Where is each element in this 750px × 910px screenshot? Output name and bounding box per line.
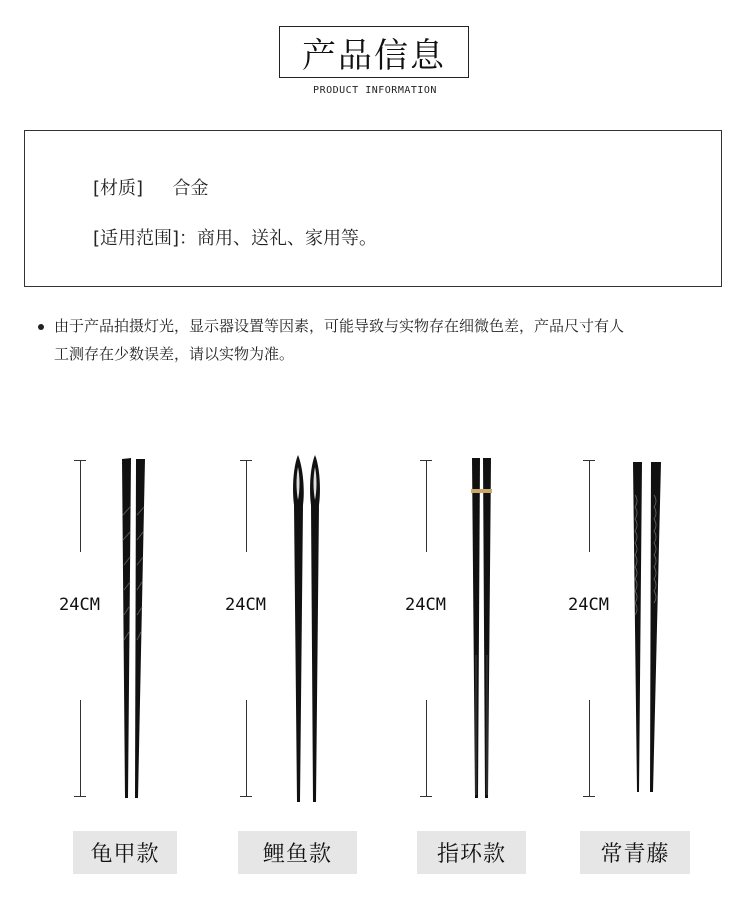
disclaimer-note <box>38 312 718 368</box>
product-name-ivy: 常青藤 <box>580 831 690 874</box>
usage-label: [适用范围]： <box>93 228 198 249</box>
length-ruler <box>420 455 432 797</box>
length-label: 24CM <box>225 595 266 615</box>
product-turtle <box>59 455 244 805</box>
usage-row <box>93 224 377 250</box>
product-name-turtle: 龟甲款 <box>73 831 177 874</box>
chopsticks-icon <box>290 455 330 805</box>
disclaimer-line-1: 由于产品拍摄灯光，显示器设置等因素，可能导致与实物存在细微色差，产品尺寸有人 <box>54 317 625 335</box>
chopsticks-icon <box>631 455 671 805</box>
length-label: 24CM <box>405 595 446 615</box>
disclaimer-line-2: 工测存在少数误差，请以实物为准。 <box>54 345 295 363</box>
usage-value: 商用、送礼、家用等。 <box>197 228 378 249</box>
product-name-ring: 指环款 <box>417 831 526 874</box>
material-row <box>93 174 209 200</box>
product-ring <box>405 455 590 805</box>
page-subtitle: PRODUCT INFORMATION <box>313 85 437 96</box>
material-value: 合金 <box>172 178 209 199</box>
length-label: 24CM <box>59 595 100 615</box>
length-ruler <box>74 455 86 797</box>
info-panel <box>24 130 722 287</box>
material-label: [材质] <box>93 178 144 199</box>
chopsticks-icon <box>470 455 510 805</box>
product-name-carp: 鲤鱼款 <box>238 831 357 874</box>
chopsticks-icon <box>118 455 158 805</box>
length-ruler <box>583 455 595 797</box>
length-ruler <box>240 455 252 797</box>
page-title: 产品信息 <box>279 26 469 78</box>
product-ivy <box>568 455 750 805</box>
length-label: 24CM <box>568 595 609 615</box>
bullet-icon <box>38 324 44 330</box>
product-carp <box>225 455 410 805</box>
